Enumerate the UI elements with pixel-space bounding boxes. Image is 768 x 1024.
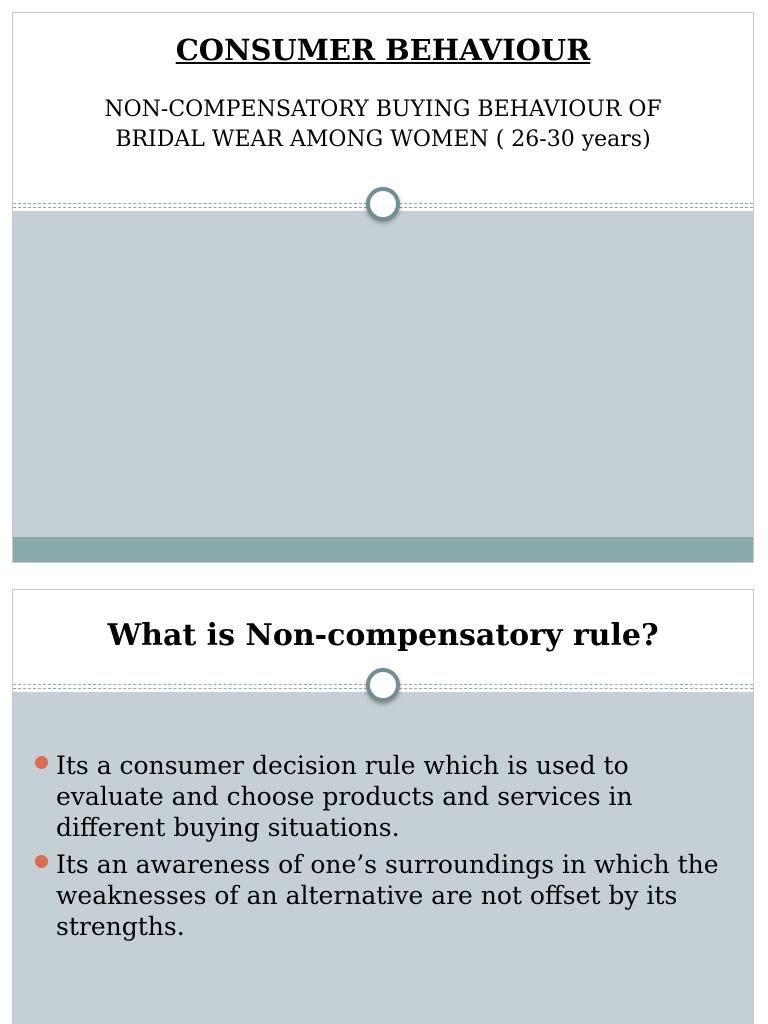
- slide-2-body: [13, 692, 753, 1024]
- subtitle-line-2: BRIDAL WEAR AMONG WOMEN ( 26-30 years): [115, 127, 651, 152]
- ring-icon: [366, 668, 400, 702]
- bullet-dot-icon: [35, 855, 48, 868]
- slide-1-footer-band: [13, 537, 753, 563]
- slide-1-title-area: [13, 13, 753, 205]
- list-item: [33, 750, 733, 843]
- slide-1-body: [13, 211, 753, 537]
- list-item: [33, 849, 733, 942]
- bullet-text: Its an awareness of one’s surroundings in which the weaknesses of an alternative are not offset by its strengths.: [56, 850, 719, 941]
- subtitle-line-1: NON-COMPENSATORY BUYING BEHAVIOUR OF: [104, 97, 662, 122]
- bullet-list: [33, 750, 733, 948]
- slide-2: [12, 589, 754, 1024]
- ring-icon: [366, 187, 400, 221]
- slide-1-subtitle: [53, 95, 713, 155]
- slide-1: [12, 12, 754, 563]
- slide-2-title: What is Non-compensatory rule?: [107, 618, 659, 653]
- bullet-text: Its a consumer decision rule which is used to evaluate and choose products and services in different buying situations.: [56, 751, 633, 842]
- bullet-dot-icon: [35, 756, 48, 769]
- slide-1-title: CONSUMER BEHAVIOUR: [175, 33, 591, 67]
